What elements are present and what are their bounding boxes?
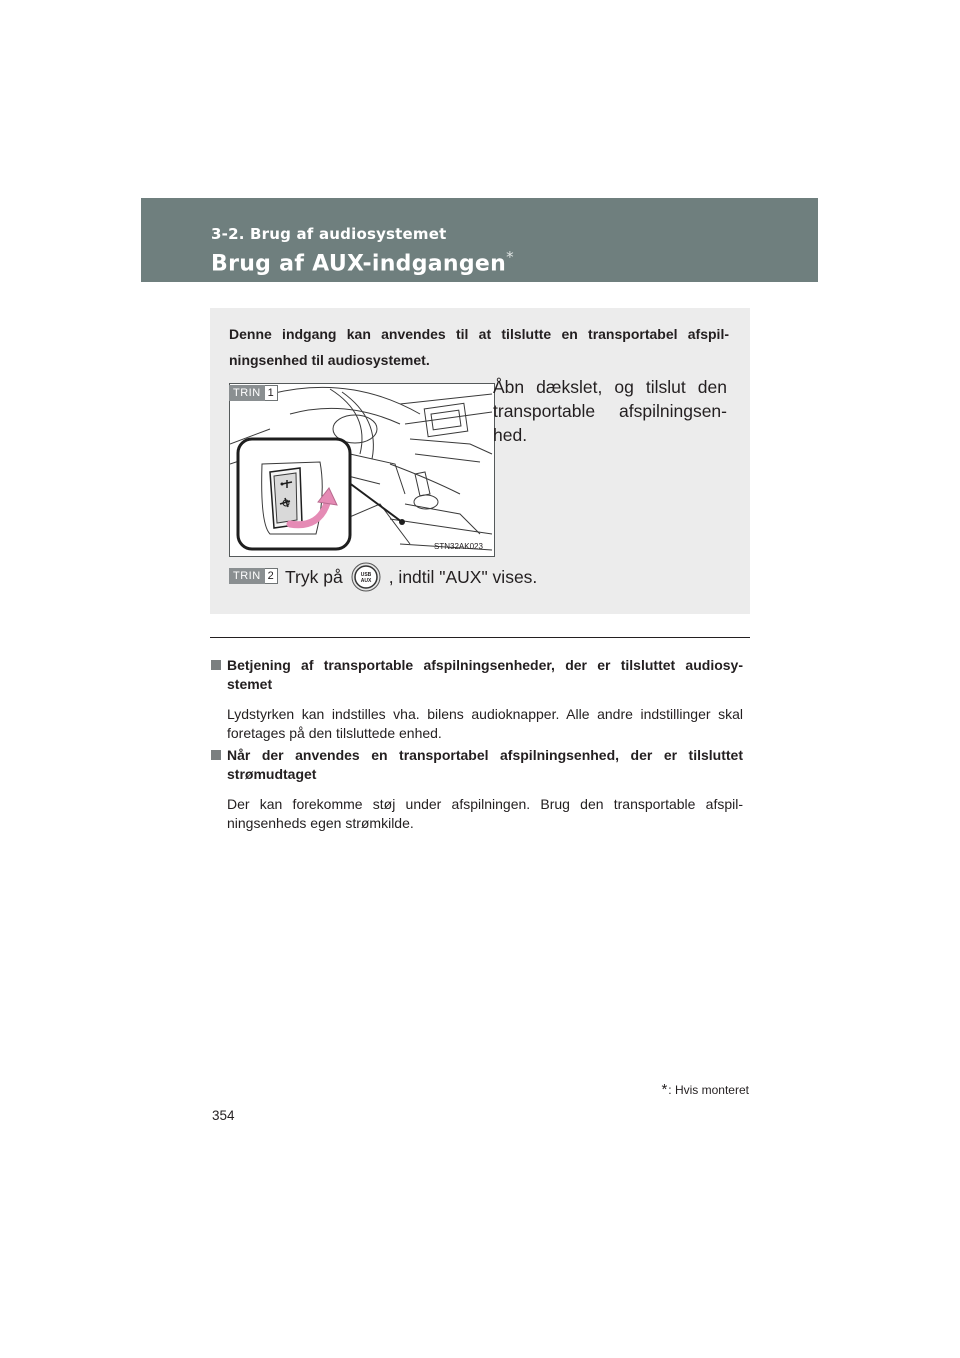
step-2-label: TRIN <box>229 568 265 584</box>
footnote-marker: * <box>506 248 514 266</box>
info-body: Lydstyrken kan indstilles vha. bilens audioknapper. Alle andre indstillinger skal foretages på den tilsluttede enhed. <box>227 706 743 741</box>
section-label: 3-2. Brug af audiosystemet <box>211 225 447 243</box>
step-2-text-before: Tryk på <box>285 566 343 587</box>
info-heading-text: Betjening af transportable afspilningsenheder, der er tilsluttet audiosy-stemet <box>227 657 743 692</box>
aux-button-label: AUX <box>360 578 371 584</box>
page-title <box>211 248 514 276</box>
instruction-box <box>210 308 750 614</box>
info-heading-text: Når der anvendes en transportabel afspilningsenhed, der er tilsluttet strømudtaget <box>227 747 743 782</box>
square-bullet-icon <box>211 750 221 760</box>
info-item <box>211 656 743 743</box>
info-heading <box>211 746 743 784</box>
step-1-text: Åbn dækslet, og tilslut den transportable afspilningsen-hed. <box>493 377 727 445</box>
dashboard-drawing <box>230 384 494 556</box>
footnote-mark: * <box>661 1081 668 1098</box>
page-title-text: Brug af AUX-indgangen <box>211 251 507 277</box>
info-body: Der kan forekomme støj under afspilningen. Brug den transportable afspil-ningsenheds egen strømkilde. <box>227 796 743 831</box>
step-1-number: 1 <box>265 385 278 401</box>
info-heading <box>211 656 743 694</box>
square-bullet-icon <box>211 660 221 670</box>
page-number: 354 <box>212 1108 235 1123</box>
step-2-number: 2 <box>265 568 278 584</box>
footnote-text: : Hvis monteret <box>668 1083 749 1097</box>
usb-button-label: USB <box>360 572 371 578</box>
divider <box>210 637 750 638</box>
usb-aux-button-icon <box>351 562 381 592</box>
aux-port-illustration <box>229 383 495 557</box>
step-1-label: TRIN <box>229 385 265 401</box>
info-item <box>211 746 743 833</box>
step-1-badge <box>229 385 278 401</box>
footnote <box>661 1081 749 1098</box>
section-header <box>141 198 818 282</box>
step-2-text-after: , indtil "AUX" vises. <box>388 566 538 587</box>
illustration-code: STN32AK023 <box>434 542 483 551</box>
step-2-text <box>285 561 537 593</box>
step-2-badge <box>229 568 278 584</box>
intro-text: Denne indgang kan anvendes til at tilslutte en transportabel afspil-ningsenhed til audiosystemet. <box>229 326 729 368</box>
